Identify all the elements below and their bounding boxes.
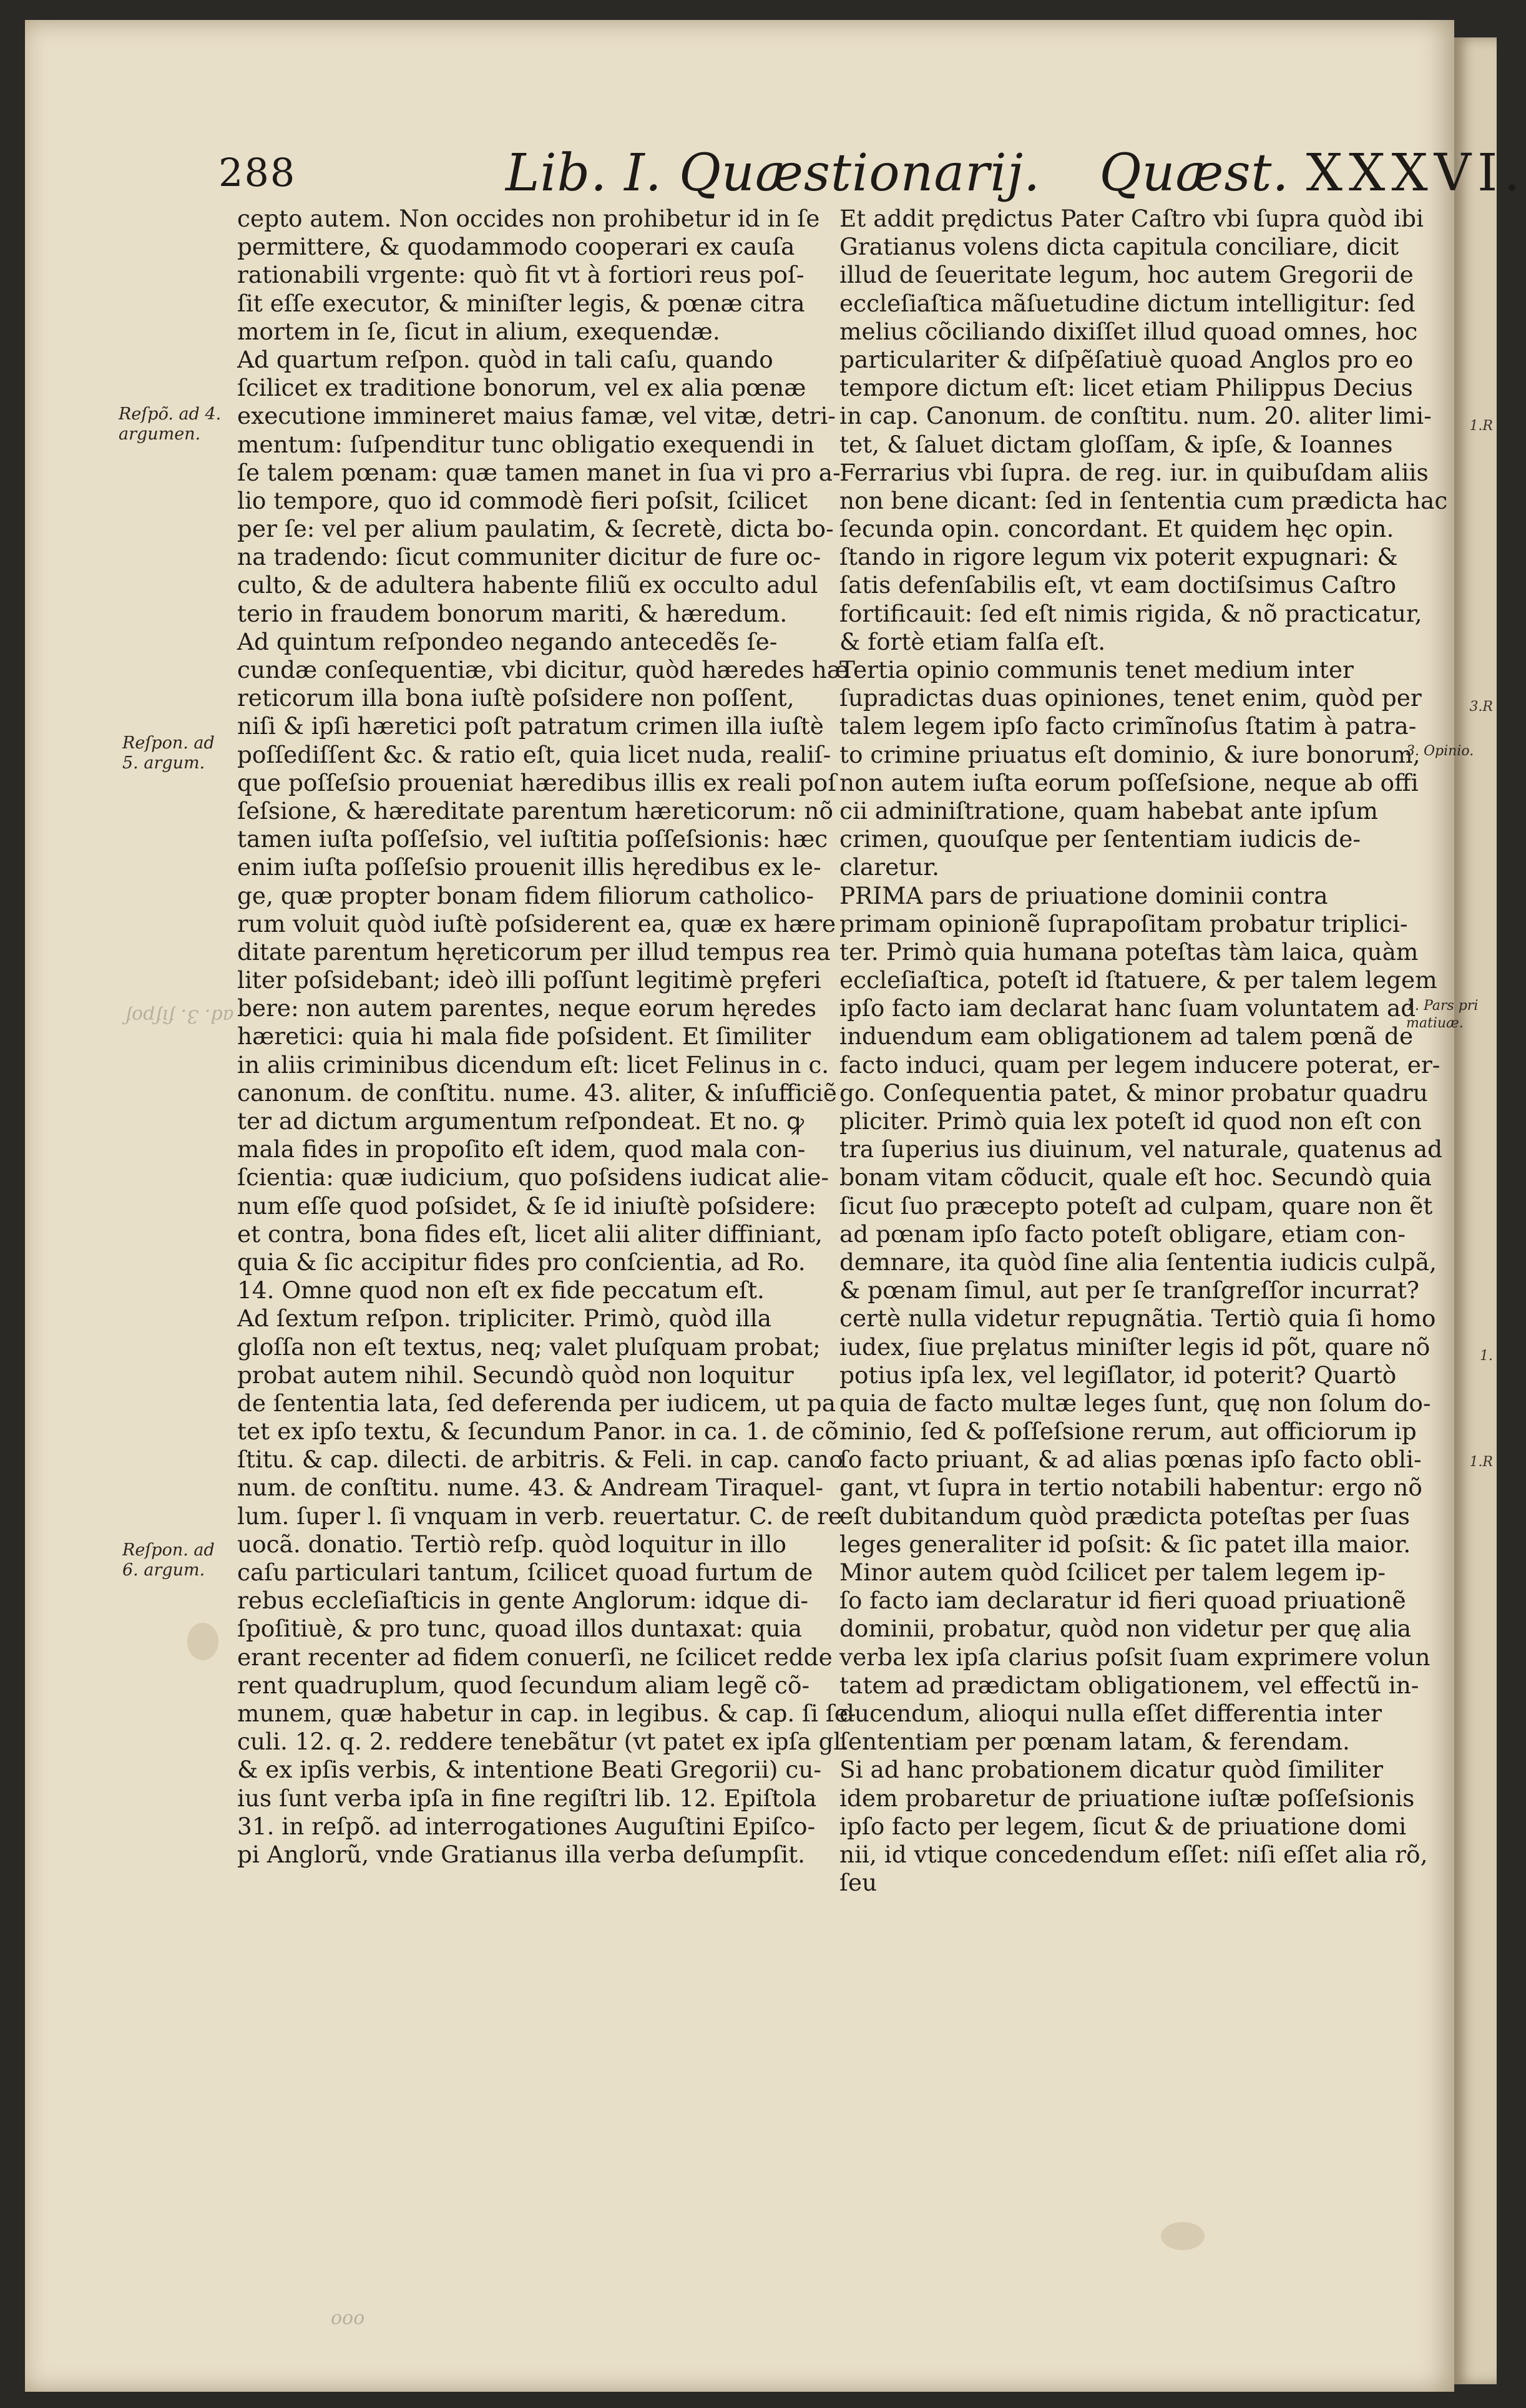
text-line: tatem ad prædictam obligationem, vel effectũ in-	[839, 1671, 1419, 1699]
text-line: Ad quartum reſpon. quòd in tali caſu, quando	[237, 345, 773, 373]
text-line: ſatis defenſabilis eſt, vt eam doctiſsimus Caſtro	[839, 571, 1396, 599]
text-line: executione immineret maius famæ, vel vitæ, detri-	[237, 402, 836, 430]
text-line: particulariter & diſpẽſatiuè quoad Anglos pro eo	[839, 345, 1414, 373]
text-line: enim iuſta poſſeſsio prouenit illis hęredibus ex le-	[237, 853, 821, 881]
text-line: cundæ conſequentiæ, vbi dicitur, quòd hæredes hæ	[237, 656, 849, 683]
text-line: ter. Primò quia humana poteſtas tàm laica, quàm	[839, 937, 1419, 966]
text-line: ipſo facto per legem, ſicut & de priuatione domi	[839, 1812, 1407, 1840]
text-line: probat autem nihil. Secundò quòd non loquitur	[237, 1361, 794, 1389]
text-line: tamen iuſta poſſeſsio, vel iuſtitia poſſeſsionis: hæc	[237, 825, 828, 853]
text-line: terio in fraudem bonorum mariti, & hæredum.	[237, 599, 788, 627]
running-header	[218, 144, 1526, 203]
text-line: & pœnam ſimul, aut per ſe tranſgreſſor incurrat?	[839, 1276, 1419, 1304]
text-line: gant, vt ſupra in tertio notabili habentur: ergo nõ	[839, 1474, 1422, 1502]
text-line: minio, ſed & poſſeſsione rerum, aut officiorum ip	[839, 1417, 1417, 1446]
text-line: num eſſe quod poſsidet, & ſe id iniuſtè poſsidere:	[237, 1192, 816, 1220]
text-line: ſeu	[839, 1869, 878, 1897]
margin-note-line: matiuæ.	[1406, 1016, 1464, 1031]
text-line: tet ex ipſo textu, & ſecundum Panor. in ca. 1. de cõ	[237, 1417, 839, 1446]
text-line: de ſententia lata, ſed deferenda per iudicem, ut pa	[237, 1389, 836, 1417]
text-line: eſt dubitandum quòd prædicta poteſtas per ſuas	[839, 1502, 1410, 1530]
text-line: ſcilicet ex traditione bonorum, vel ex alia pœnæ	[237, 374, 806, 402]
text-line: Ad quintum reſpondeo negando antecedẽs ſe-	[237, 627, 778, 655]
text-line: lum. ſuper l. ſi vnquam in verb. reuertatur. C. de re	[237, 1502, 843, 1530]
text-line: tra ſuperius ius diuinum, vel naturale, quatenus ad	[839, 1135, 1443, 1163]
text-line: que poſſeſsio proueniat hæredibus illis ex reali poſ	[237, 768, 837, 796]
text-line: lio tempore, quo id commodè fieri poſsit, ſcilicet	[237, 486, 808, 514]
text-line: pliciter. Primò quia lex poteſt id quod non eſt con	[839, 1107, 1422, 1135]
text-line: mortem in ſe, ſicut in alium, exequendæ.	[237, 317, 720, 345]
text-line: primam opinionẽ ſuprapoſitam probatur triplici-	[839, 909, 1408, 937]
text-line: mentum: ſuſpenditur tunc obligatio exequendi in	[237, 430, 814, 458]
page-number: 288	[218, 150, 296, 195]
margin-note-line: Reſpon. ad	[122, 733, 215, 753]
text-line: ipſo facto iam declarat hanc ſuam voluntatem ad	[839, 994, 1416, 1022]
margin-note-line: 3. Opinio.	[1406, 743, 1474, 759]
text-line: bere: non autem parentes, neque eorum hęredes	[237, 994, 817, 1022]
text-line: Tertia opinio communis tenet medium inter	[839, 656, 1354, 683]
text-line: ſpoſitiuè, & pro tunc, quoad illos duntaxat: quia	[237, 1615, 802, 1643]
text-line: ducendum, alioqui nulla eſſet differentia inter	[839, 1699, 1382, 1727]
margin-note	[1406, 997, 1478, 1032]
margin-note-line: Reſpõ. ad 4.	[119, 404, 222, 424]
text-line: mala fides in propoſito eſt idem, quod mala con-	[237, 1135, 806, 1163]
margin-note	[1406, 743, 1474, 760]
text-line: melius cõciliando dixiſſet illud quoad omnes, hoc	[839, 317, 1418, 345]
text-line: ſtitu. & cap. dilecti. de arbitris. & Feli. in cap. cano	[237, 1446, 843, 1474]
text-line: ad pœnam ipſo facto poteſt obligare, etiam con-	[839, 1220, 1406, 1248]
margin-note	[119, 404, 221, 444]
text-line: 14. Omne quod non eſt ex fide peccatum eſt.	[237, 1276, 765, 1304]
text-line: eccleſiaſtica, poteſt id ſtatuere, & per talem legem	[839, 966, 1437, 994]
text-line: potius ipſa lex, vel legiſlator, id poterit? Quartò	[839, 1361, 1397, 1389]
text-line: certè nulla videtur repugnãtia. Tertiò quia ſi homo	[839, 1304, 1436, 1333]
text-line: nii, id vtique concedendum eſſet: niſi eſſet alia rõ,	[839, 1840, 1428, 1868]
text-line: ſicut ſuo præcepto poteſt ad culpam, quare non ẽt	[839, 1192, 1433, 1220]
text-line: cii adminiſtratione, quam habebat ante ipſum	[839, 796, 1378, 825]
text-line: Minor autem quòd ſcilicet per talem legem ip-	[839, 1559, 1386, 1586]
text-line: ſententiam per pœnam latam, & ferendam.	[839, 1728, 1350, 1756]
margin-note-line: argumen.	[119, 424, 201, 444]
text-line: ſupradictas duas opiniones, tenet enim, quòd per	[839, 684, 1422, 712]
text-line: eccleſiaſtica mãſuetudine dictum intelligitur: ſed	[839, 289, 1416, 317]
text-line: ſo facto iam declaratur id fieri quoad priuationẽ	[839, 1587, 1406, 1615]
text-line: Et addit prędictus Pater Caſtro vbi ſupra quòd ibi	[839, 205, 1424, 232]
text-line: quia & ſic accipitur fides pro conſcientia, ad Ro.	[237, 1248, 806, 1276]
text-line: ſit eſſe executor, & miniſter legis, & pœnæ citra	[237, 289, 805, 317]
facing-page-mark: 1.R	[1469, 1454, 1493, 1470]
margin-note-line: 1. Pars pri	[1406, 998, 1479, 1014]
text-line: idem probaretur de priuatione iuſtæ poſſeſsionis	[839, 1784, 1415, 1812]
question-number: XXXVI.	[1306, 144, 1526, 203]
text-line: rum voluit quòd iuſtè poſsiderent ea, quæ ex hære	[237, 909, 836, 937]
text-line: permittere, & quodammodo cooperari ex cauſa	[237, 233, 795, 261]
text-line: num. de conſtitu. nume. 43. & Andream Tiraquel-	[237, 1474, 824, 1502]
text-line: cepto autem. Non occides non prohibetur id in ſe	[237, 205, 820, 232]
margin-note-line: Reſpon. ad	[122, 1540, 215, 1560]
text-line: Ferrarius vbi ſupra. de reg. iur. in quibuſdam aliis	[839, 458, 1429, 486]
text-line: ter ad dictum argumentum reſpondeat. Et no. ꝙ	[237, 1107, 805, 1135]
text-line: bonam vitam cõducit, quale eſt hoc. Secundò quia	[839, 1163, 1432, 1192]
question-label: Quæst.	[1099, 144, 1289, 203]
text-line: rebus eccleſiaſticis in gente Anglorum: idque di-	[237, 1587, 809, 1615]
text-line: caſu particulari tantum, ſcilicet quoad furtum de	[237, 1559, 813, 1586]
text-line: in cap. Canonum. de conſtitu. num. 20. aliter limi-	[839, 402, 1432, 430]
text-line: uocã. donatio. Tertiò reſp. quòd loquitur in illo	[237, 1530, 786, 1558]
paper-stain	[187, 1623, 218, 1660]
left-text-column	[237, 205, 856, 1869]
text-line: crimen, quouſque per ſententiam iudicis de-	[839, 825, 1361, 853]
text-line: rent quadruplum, quod ſecundum aliam legẽ cõ-	[237, 1671, 810, 1699]
text-line: non bene dicant: ſed in ſententia cum prædicta hac	[839, 486, 1448, 514]
facing-page-mark: 1.R	[1469, 418, 1493, 434]
margin-note	[122, 733, 215, 773]
text-line: leges generaliter id poſsit: & ſic patet illa maior.	[839, 1530, 1411, 1558]
text-line: facto induci, quam per legem inducere poterat, er-	[839, 1050, 1440, 1079]
text-line: erant recenter ad fidem conuerſi, ne ſcilicet redde	[237, 1643, 833, 1671]
text-line: ſe talem pœnam: quæ tamen manet in ſua vi pro a-	[237, 458, 841, 486]
text-line: per ſe: vel per alium paulatim, & ſecretè, dicta bo-	[237, 515, 834, 543]
text-line: tet, & ſaluet dictam gloſſam, & ipſe, & Ioannes	[839, 430, 1393, 458]
text-line: talem legem ipſo facto crimĩnoſus ſtatim à patra-	[839, 712, 1417, 740]
text-line: iudex, ſiue prȩlatus miniſter legis id põt, quare nõ	[839, 1333, 1431, 1361]
text-line: go. Conſequentia patet, & minor probatur quadru	[839, 1079, 1428, 1107]
facing-page-mark: 3.R	[1469, 699, 1493, 715]
text-line: illud de ſeueritate legum, hoc autem Gregorii de	[839, 261, 1414, 289]
text-line: munem, quæ habetur in cap. in legibus. & cap. ſi ſe-	[237, 1699, 856, 1727]
text-line: na tradendo: ſicut communiter dicitur de fure oc-	[237, 543, 821, 571]
text-line: poſſediſſent &c. & ratio eſt, quia licet nuda, realiſ-	[237, 740, 831, 768]
margin-note-line: 5. argum.	[122, 753, 205, 773]
book-title: Lib. I. Quæstionarij.	[506, 144, 1041, 203]
text-line: ſo facto priuant, & ad alias pœnas ipſo facto obli-	[839, 1446, 1422, 1474]
text-line: niſi & ipſi hæretici poſt patratum crimen illa iuſtè	[237, 712, 824, 740]
facing-page-edge	[1454, 37, 1497, 2384]
margin-note-line: 6. argum.	[122, 1560, 205, 1580]
text-line: culto, & de adultera habente filiũ ex occulto adul	[237, 571, 818, 599]
show-through-text: ooo	[331, 2309, 365, 2331]
text-line: gloſſa non eſt textus, neq; valet pluſquam probat;	[237, 1333, 821, 1361]
text-line: quia de facto multæ leges ſunt, quę non ſolum do-	[839, 1389, 1431, 1417]
text-line: pi Anglorũ, vnde Gratianus illa verba deſumpſit.	[237, 1840, 806, 1868]
text-line: ius ſunt verba ipſa in fine regiſtri lib. 12. Epiſtola	[237, 1784, 817, 1812]
text-line: ge, quæ propter bonam fidem filiorum catholico-	[237, 881, 814, 909]
text-line: PRIMA pars de priuatione dominii contra	[839, 881, 1328, 909]
text-line: ſtando in rigore legum vix poterit expugnari: &	[839, 543, 1398, 571]
text-line: Ad ſextum reſpon. tripliciter. Primò, quòd illa	[237, 1304, 772, 1333]
text-line: rationabili vrgente: quò fit vt à fortiori reus poſ-	[237, 261, 805, 289]
text-line: & fortè etiam falſa eſt.	[839, 627, 1106, 655]
text-line: non autem iuſta eorum poſſeſsione, neque ab offi	[839, 768, 1419, 796]
show-through-text: ad. 3. ſiſpoſ	[125, 1005, 234, 1027]
text-line: ſcientia: quæ iudicium, quo poſsidens iudicat alie-	[237, 1163, 829, 1192]
running-title	[506, 144, 1526, 203]
text-line: ſecunda opin. concordant. Et quidem hęc opin.	[839, 515, 1394, 543]
text-line: culi. 12. q. 2. reddere tenebãtur (vt patet ex ipſa gl.	[237, 1728, 849, 1756]
text-line: fortificauit: ſed eſt nimis rigida, & nõ practicatur,	[839, 599, 1422, 627]
text-line: et contra, bona fides eſt, licet alii aliter diffiniant,	[237, 1220, 823, 1248]
text-line: 31. in reſpõ. ad interrogationes Auguſtini Epiſco-	[237, 1812, 816, 1840]
text-line: induendum eam obligationem ad talem pœnã de	[839, 1022, 1414, 1050]
text-line: claretur.	[839, 853, 939, 881]
text-line: to crimine priuatus eſt dominio, & iure bonorum,	[839, 740, 1421, 768]
margin-note	[122, 1540, 215, 1580]
text-line: tempore dictum eſt: licet etiam Philippus Decius	[839, 374, 1413, 402]
text-line: ditate parentum hęreticorum per illud tempus rea	[237, 937, 831, 966]
text-line: Gratianus volens dicta capitula conciliare, dicit	[839, 233, 1399, 261]
paper-stain	[1161, 2222, 1205, 2250]
text-line: demnare, ita quòd ſine alia ſententia iudicis culpã,	[839, 1248, 1437, 1276]
text-line: hæretici: quia hi mala fide poſsident. Et ſimiliter	[237, 1022, 811, 1050]
text-line: Si ad hanc probationem dicatur quòd ſimiliter	[839, 1756, 1383, 1784]
text-line: verba lex ipſa clarius poſsit ſuam exprimere volun	[839, 1643, 1431, 1671]
text-line: in aliis criminibus dicendum eſt: licet Felinus in c.	[237, 1050, 829, 1079]
text-line: dominii, probatur, quòd non videtur per quę alia	[839, 1615, 1412, 1643]
text-line: ſeſsione, & hæreditate parentum hæreticorum: nõ	[237, 796, 833, 825]
facing-page-mark: 1.	[1480, 1348, 1493, 1364]
text-line: canonum. de conſtitu. nume. 43. aliter, & inſufficiẽ	[237, 1079, 837, 1107]
text-line: reticorum illa bona iuſtè poſsidere non poſſent,	[237, 684, 795, 712]
text-line: & ex ipſis verbis, & intentione Beati Gregorii) cu-	[237, 1756, 822, 1784]
text-line: liter poſsidebant; ideò illi poſſunt legitimè prȩferi	[237, 966, 821, 994]
